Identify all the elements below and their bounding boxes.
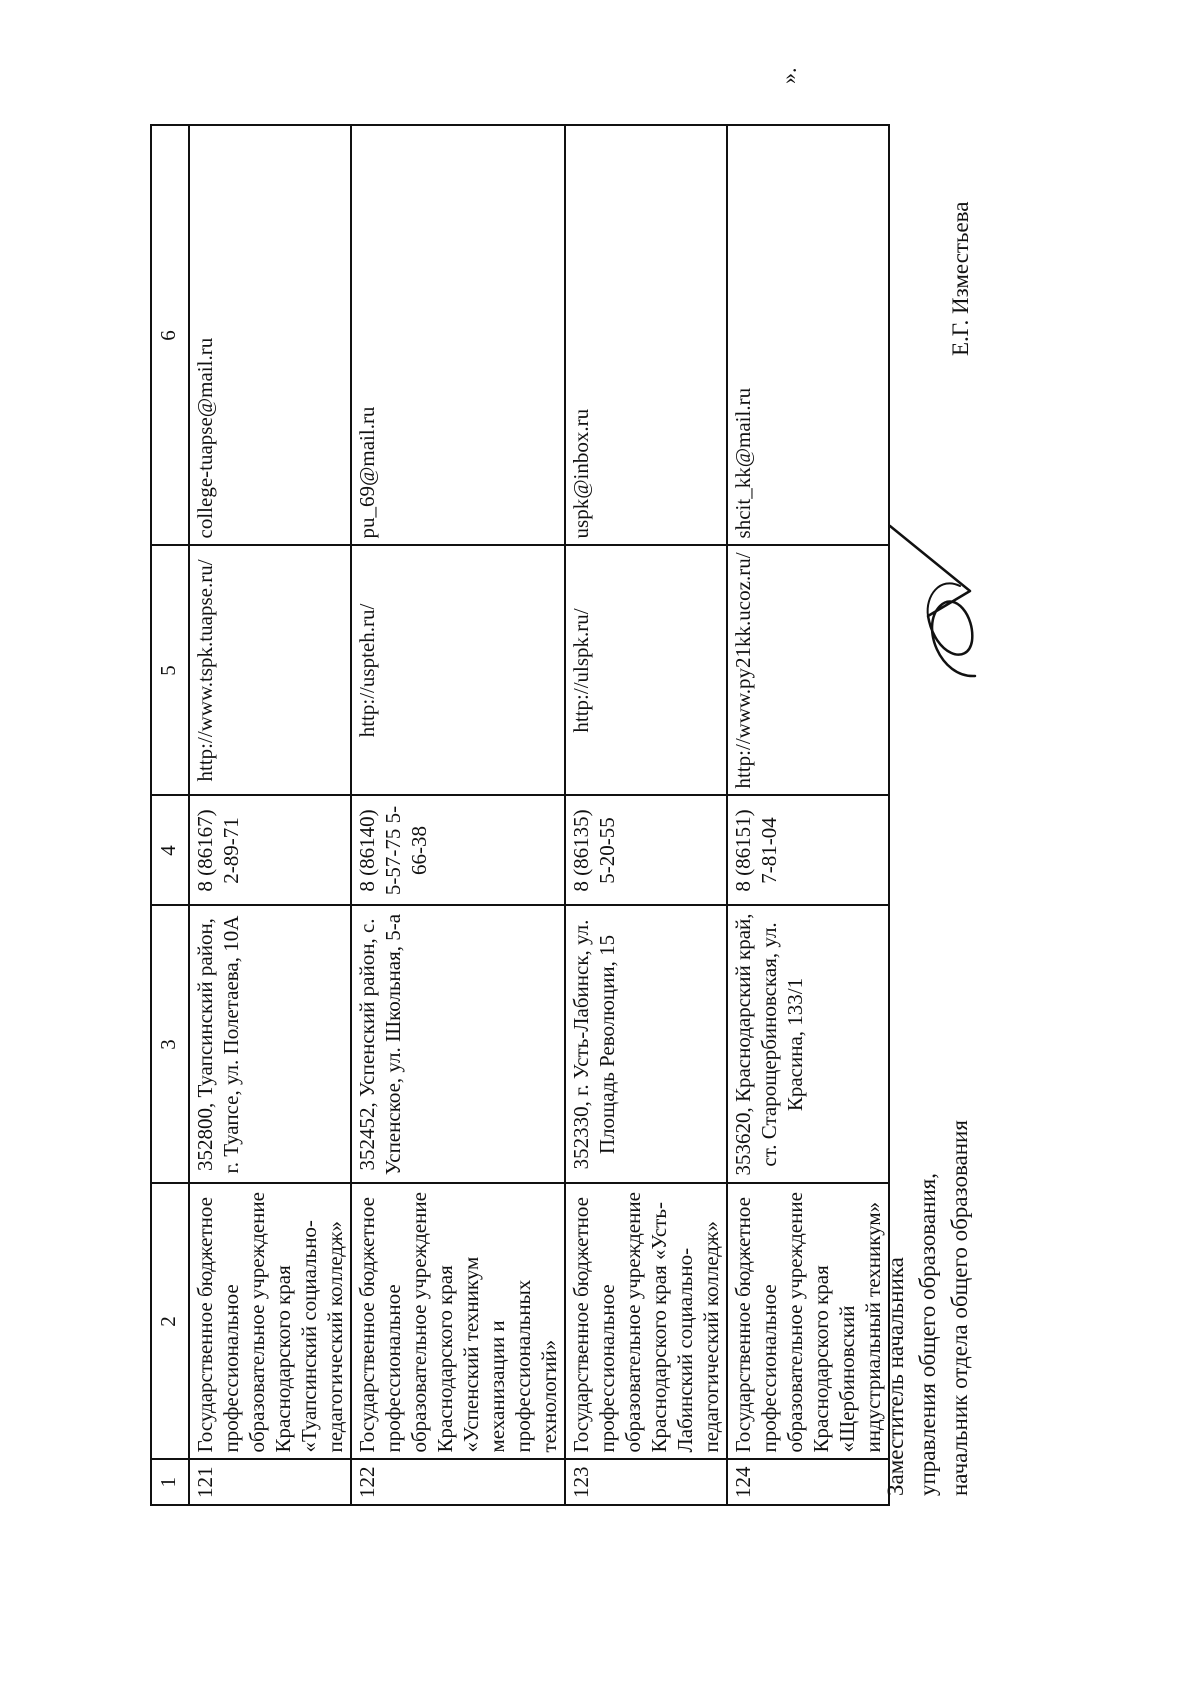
continuation-mark: ». [776, 67, 801, 84]
institution-address: 352452, Успенский район, с. Успенское, ул. Школьная, 5-а [351, 906, 565, 1184]
institution-address: 353620, Краснодарский край, ст. Старощербиновская, ул. Красина, 133/1 [727, 906, 889, 1184]
table-header-row [151, 125, 189, 1505]
row-number: 123 [565, 1460, 727, 1506]
signer-position-line-3: начальник отдела общего образования [947, 1120, 972, 1496]
institution-name: Государственное бюджетное профессиональное образовательное учреждение Краснодарского края «Туапсинский социально-педагогический колледж» [189, 1184, 351, 1460]
header-col-4: 4 [151, 796, 189, 906]
institution-email: shcit_kk@mail.ru [727, 125, 889, 545]
table-row [351, 125, 565, 1505]
institution-website: http://www.tspk.tuapse.ru/ [189, 545, 351, 795]
institution-phone: 8 (86151) 7-81-04 [727, 796, 889, 906]
signer-name: Е.Г. Изместьева [948, 201, 973, 356]
table-row [189, 125, 351, 1505]
row-number: 124 [727, 1460, 889, 1506]
institution-name: Государственное бюджетное профессиональное образовательное учреждение Краснодарского края «Успенский техникум механизации и профессиональных технологий» [351, 1184, 565, 1460]
institution-phone: 8 (86167) 2-89-71 [189, 796, 351, 906]
signature-block [880, 1120, 976, 1496]
institution-phone: 8 (86135) 5-20-55 [565, 796, 727, 906]
table-row [565, 125, 727, 1505]
header-col-3: 3 [151, 906, 189, 1184]
header-col-5: 5 [151, 545, 189, 795]
header-col-2: 2 [151, 1184, 189, 1460]
header-col-6: 6 [151, 125, 189, 545]
institution-email: pu_69@mail.ru [351, 125, 565, 545]
institution-name: Государственное бюджетное профессиональное образовательное учреждение Краснодарского края «Щербиновский индустриальный техникум» [727, 1184, 889, 1460]
row-number: 121 [189, 1460, 351, 1506]
signer-position-line-2: управления общего образования, [915, 1172, 940, 1496]
header-col-1: 1 [151, 1460, 189, 1506]
table-row [727, 125, 889, 1505]
handwritten-signature-icon [880, 516, 1010, 686]
institution-website: http://www.py21kk.ucoz.ru/ [727, 545, 889, 795]
institution-phone: 8 (86140) 5-57-75 5-66-38 [351, 796, 565, 906]
institution-address: 352330, г. Усть-Лабинск, ул. Площадь Революции, 15 [565, 906, 727, 1184]
institution-website: http://ulspk.ru/ [565, 545, 727, 795]
institutions-table [150, 124, 890, 1506]
institution-email: college-tuapse@mail.ru [189, 125, 351, 545]
institution-website: http://uspteh.ru/ [351, 545, 565, 795]
institution-email: uspk@inbox.ru [565, 125, 727, 545]
institution-name: Государственное бюджетное профессиональное образовательное учреждение Краснодарского края «Усть-Лабинский социально-педагогический колледж» [565, 1184, 727, 1460]
institution-address: 352800, Туапсинский район, г. Туапсе, ул. Полетаева, 10А [189, 906, 351, 1184]
row-number: 122 [351, 1460, 565, 1506]
signer-position-line-1: Заместитель начальника [883, 1257, 908, 1496]
